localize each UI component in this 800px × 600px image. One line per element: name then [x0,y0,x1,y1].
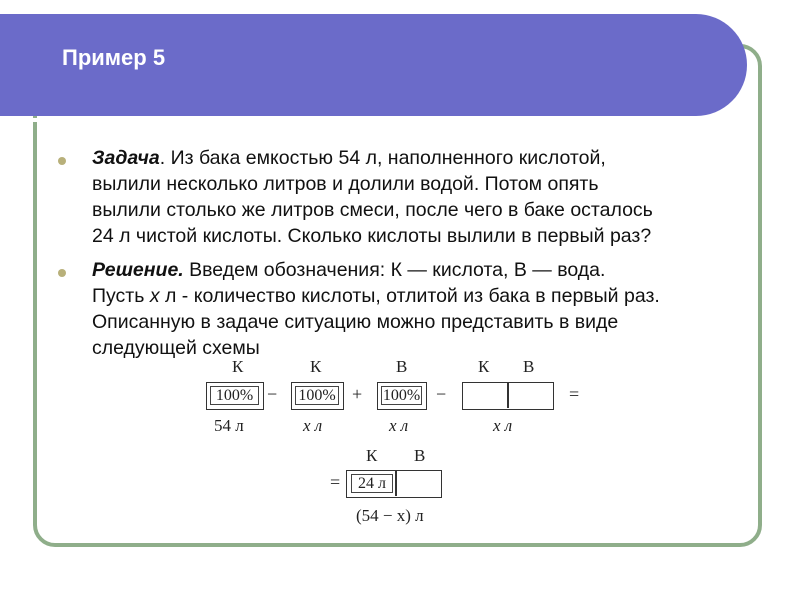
task-label: Задача [92,147,160,169]
task-line-1: . Из бака емкостью 54 л, наполненного кислотой, [159,147,606,169]
task-line-3: вылили столько же литров смеси, после чего в баке осталось [92,199,653,221]
solution-line-4: следующей схемы [92,337,260,359]
volume-label: х л [389,416,409,435]
percent-label: 100% [295,386,339,405]
label-v: В [396,357,408,376]
solution-label: Решение. [92,259,184,281]
percent-label: 100% [382,386,421,404]
container-box [206,382,264,410]
box-divider [507,383,509,408]
equals-sign: = [330,472,341,492]
container-box [291,382,344,410]
task-line-4: 24 л чистой кислоты. Сколько кислоты вылили в первый раз? [92,225,652,247]
solution-line-2a: Пусть [92,285,150,307]
solution-line-2b: л - количество кислоты, отлитой из бака в первый раз. [159,285,660,307]
label-k: К [366,446,378,465]
container-box [377,382,427,410]
label-v: В [414,446,426,465]
minus-sign: − [436,384,447,404]
minus-sign: − [267,384,278,404]
volume-label: х л [303,416,323,435]
solution-variable-x: х [149,285,160,307]
solution-line-3: Описанную в задаче ситуацию можно представить в виде [92,311,619,333]
label-k: К [310,357,322,376]
result-volume-label: (54 − х) л [356,506,424,525]
label-k: К [232,357,244,376]
task-line-2: вылили несколько литров и долили водой. Потом опять [92,173,599,195]
container-box [462,382,554,410]
acid-volume-label: 24 л [351,474,393,493]
label-k: К [478,357,490,376]
plus-sign: + [352,384,363,404]
volume-label: х л [493,416,513,435]
equals-sign: = [569,384,580,404]
label-v: В [523,357,535,376]
percent-label: 100% [210,386,259,405]
slide-title: Пример 5 [62,45,166,70]
volume-label: 54 л [214,416,244,435]
box-divider [395,471,397,496]
container-box [346,470,442,498]
solution-line-1: Введем обозначения: К — кислота, В — вода. [183,259,606,281]
